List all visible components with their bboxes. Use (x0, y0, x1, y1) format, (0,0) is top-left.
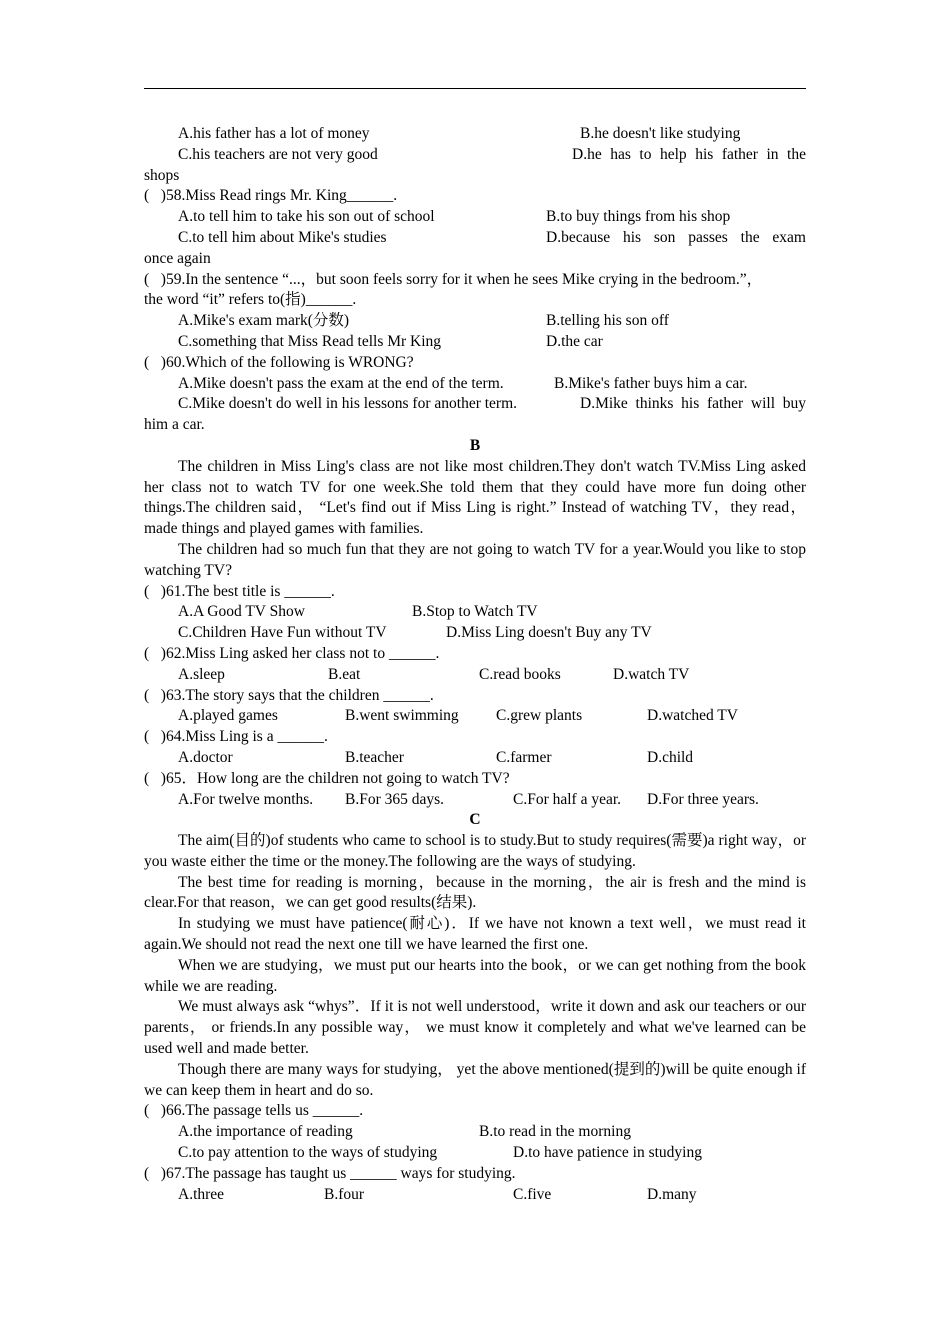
q61-stem: ( )61.The best title is ______. (144, 582, 335, 600)
q67-options (144, 1185, 806, 1206)
q63-options (144, 706, 806, 727)
q62-options (144, 665, 806, 686)
section-b-heading: B (469, 436, 481, 454)
q60-option-d: D.Mike thinks his father will buy (580, 395, 806, 413)
q60-option-a: A.Mike doesn't pass the exam at the end of the term. (178, 374, 504, 392)
q65-option-d: D.For three years. (647, 790, 759, 808)
section-c-paragraph-2: The best time for reading is morning，because in the morning，the air is fresh and the mind is clear.For that reason，we can get good results(结果). (144, 873, 806, 912)
section-c-paragraph-3: In studying we must have patience(耐心)．If we have not known a text well，we must read it again.We should not read the next one till we have learned the first one. (144, 915, 806, 954)
q57-options-row1 (144, 124, 806, 145)
exam-page (144, 124, 806, 1205)
q59-option-a: A.Mike's exam mark(分数) (178, 312, 350, 330)
q62-stem: ( )62.Miss Ling asked her class not to ______. (144, 644, 440, 662)
q59-options-row1 (144, 311, 806, 332)
q59-stem-cont: the word “it” refers to(指)______. (144, 291, 357, 309)
q64-option-d: D.child (647, 748, 694, 766)
q63-option-b: B.went swimming (345, 707, 459, 725)
q66-option-c: C.to pay attention to the ways of studying (178, 1144, 438, 1162)
q58-option-a: A.to tell him to take his son out of school (178, 208, 435, 226)
section-b-paragraph-2: The children had so much fun that they are not going to watch TV for a year.Would you like to stop watching TV? (144, 540, 806, 579)
q57-option-b: B.he doesn't like studying (580, 125, 741, 142)
q57-option-d: D.he has to help his father in the (572, 145, 806, 163)
section-b-paragraph-1: The children in Miss Ling's class are not like most children.They don't watch TV.Miss Ling asked her class not to watch TV for one week.She told them that they could have more fun doing other things.The children said， “Let's find out if Miss Ling is right.” Instead of watching TV，they read，made things and played games with families. (144, 457, 806, 538)
q57-options-row2 (144, 145, 806, 166)
q63-option-d: D.watched TV (647, 707, 738, 725)
q65-options (144, 790, 806, 811)
q67-option-b: B.four (324, 1185, 365, 1203)
q60-option-c: C.Mike doesn't do well in his lessons for another term. (178, 395, 518, 413)
q58-option-d: D.because his son passes the exam (546, 228, 806, 246)
q67-stem: ( )67.The passage has taught us ______ ways for studying. (144, 1164, 516, 1182)
q65-option-b: B.For 365 days. (345, 790, 445, 808)
q57-option-d-cont: shops (144, 166, 180, 184)
q58-option-d-cont: once again (144, 249, 211, 267)
section-c-paragraph-4: When we are studying，we must put our hearts into the book，or we can get nothing from the book while we are reading. (144, 956, 806, 995)
section-c-heading: C (469, 811, 481, 829)
q63-option-c: C.grew plants (496, 707, 583, 725)
q65-stem: ( )65．How long are the children not going to watch TV? (144, 769, 510, 787)
q58-stem: ( )58.Miss Read rings Mr. King______. (144, 187, 398, 205)
q64-option-a: A.doctor (178, 748, 233, 766)
q66-option-a: A.the importance of reading (178, 1123, 353, 1141)
q64-options (144, 748, 806, 769)
q60-option-d-cont: him a car. (144, 416, 205, 434)
q63-option-a: A.played games (178, 707, 278, 725)
q65-option-a: A.For twelve months. (178, 790, 314, 808)
q58-option-b: B.to buy things from his shop (546, 208, 731, 226)
q61-option-a: A.A Good TV Show (178, 603, 305, 621)
q57-option-a: A.his father has a lot of money (178, 125, 370, 142)
q66-option-d: D.to have patience in studying (513, 1144, 702, 1162)
q61-option-b: B.Stop to Watch TV (412, 603, 538, 621)
q66-options-row2 (144, 1143, 806, 1164)
q61-options-row2 (144, 623, 806, 644)
section-c-paragraph-5: We must always ask “whys”．If it is not well understood，write it down and ask our teachers or our parents， or friends.In any possible way， we must know it completely and what we've learned can be used well and made better. (144, 998, 806, 1058)
q62-option-d: D.watch TV (613, 665, 690, 683)
q57-option-c: C.his teachers are not very good (178, 145, 378, 163)
q62-option-b: B.eat (328, 665, 361, 683)
header-rule (144, 88, 806, 89)
q59-option-b: B.telling his son off (546, 312, 669, 330)
q60-options-row2 (144, 394, 806, 415)
section-c-paragraph-1: The aim(目的)of students who came to school is to study.But to study requires(需要)a right way，or you waste either the time or the money.The following are the ways of studying. (144, 832, 806, 870)
q60-stem: ( )60.Which of the following is WRONG? (144, 353, 414, 371)
q62-option-a: A.sleep (178, 665, 225, 683)
q61-option-c: C.Children Have Fun without TV (178, 624, 387, 642)
q67-option-d: D.many (647, 1185, 697, 1203)
q61-option-d: D.Miss Ling doesn't Buy any TV (446, 624, 652, 642)
q60-options-row1 (144, 374, 806, 395)
q66-option-b: B.to read in the morning (479, 1123, 631, 1141)
q67-option-c: C.five (513, 1185, 552, 1203)
q58-option-c: C.to tell him about Mike's studies (178, 228, 387, 246)
q60-option-b: B.Mike's father buys him a car. (554, 374, 748, 392)
q67-option-a: A.three (178, 1185, 225, 1203)
q61-options-row1 (144, 602, 806, 623)
q63-stem: ( )63.The story says that the children ______. (144, 686, 434, 704)
q62-option-c: C.read books (479, 665, 561, 683)
q65-option-c: C.For half a year. (513, 790, 622, 808)
q58-options-row1 (144, 207, 806, 228)
q59-option-c: C.something that Miss Read tells Mr King (178, 332, 442, 350)
q59-option-d: D.the car (546, 332, 603, 350)
q64-option-c: C.farmer (496, 748, 552, 766)
q64-option-b: B.teacher (345, 748, 404, 766)
q64-stem: ( )64.Miss Ling is a ______. (144, 728, 328, 746)
q59-options-row2 (144, 332, 806, 353)
q66-options-row1 (144, 1122, 806, 1143)
q58-options-row2 (144, 228, 806, 249)
q66-stem: ( )66.The passage tells us ______. (144, 1102, 364, 1120)
section-c-paragraph-6: Though there are many ways for studying， yet the above mentioned(提到的)will be quite enough if we can keep them in heart and do so. (144, 1060, 806, 1099)
q59-stem: ( )59.In the sentence “...，but soon feels sorry for it when he sees Mike crying in the bedroom.”， (144, 270, 763, 288)
